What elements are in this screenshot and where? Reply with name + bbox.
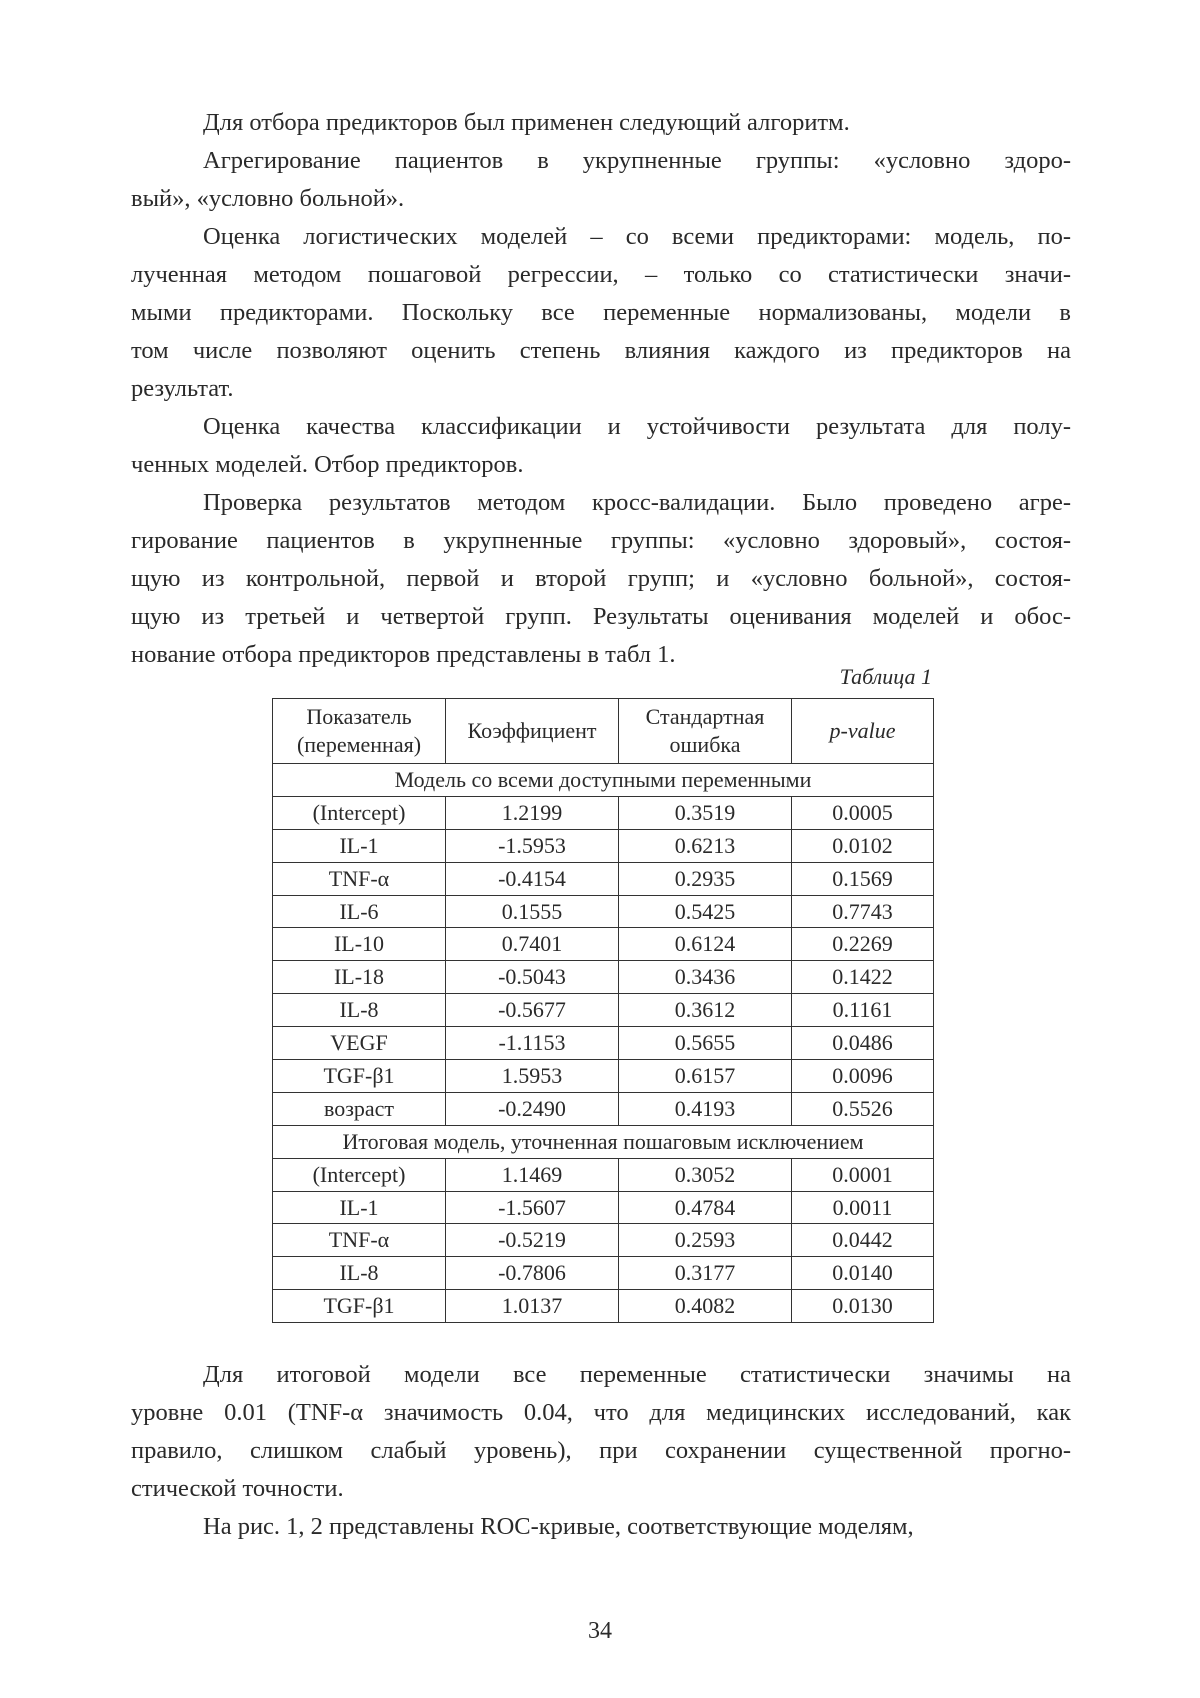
table-row (273, 1257, 934, 1290)
table-cell: 0.0011 (792, 1191, 934, 1224)
table-cell: -0.5677 (446, 994, 619, 1027)
table-cell: 1.0137 (446, 1290, 619, 1323)
column-header-text: p-value (829, 718, 896, 743)
column-header-text: (переменная) (296, 732, 422, 757)
paragraph-line: стической точности. (131, 1475, 344, 1502)
table-cell: IL-10 (273, 928, 446, 961)
table-cell: -0.5219 (446, 1224, 619, 1257)
table-cell: 0.0442 (792, 1224, 934, 1257)
table-cell: IL-18 (273, 961, 446, 994)
table-cell: 0.0140 (792, 1257, 934, 1290)
section-title: Модель со всеми доступными переменными (273, 764, 934, 797)
table-row (273, 1191, 934, 1224)
table-cell: -1.1153 (446, 1027, 619, 1060)
table-cell: 1.2199 (446, 796, 619, 829)
table-header-row (273, 699, 934, 764)
table-cell: 0.2593 (619, 1224, 792, 1257)
table-row (273, 1224, 934, 1257)
column-header-text: ошибка (669, 732, 741, 757)
table-cell: возраст (273, 1092, 446, 1125)
table-cell: IL-8 (273, 1257, 446, 1290)
table-row (273, 928, 934, 961)
column-header (619, 699, 792, 764)
paragraph-line: вый», «условно больной». (131, 185, 405, 212)
column-header-text: Показатель (306, 704, 412, 729)
table-cell: 0.0102 (792, 829, 934, 862)
table-row (273, 994, 934, 1027)
section-row (273, 764, 934, 797)
table-cell: 0.3612 (619, 994, 792, 1027)
paragraph-line: Агрегирование пациентов в укрупненные группы: «условно здоро- (203, 147, 1071, 174)
table-cell: -0.2490 (446, 1092, 619, 1125)
paragraph-line: результат. (131, 375, 234, 402)
table-cell: -0.5043 (446, 961, 619, 994)
table-cell: 0.5526 (792, 1092, 934, 1125)
table-row (273, 961, 934, 994)
table-cell: 0.5655 (619, 1027, 792, 1060)
table-cell: 0.7743 (792, 895, 934, 928)
table-row (273, 1060, 934, 1093)
table-cell: -0.4154 (446, 862, 619, 895)
table-cell: -0.7806 (446, 1257, 619, 1290)
column-header (792, 699, 934, 764)
regression-table (272, 698, 934, 1323)
table-row (273, 1290, 934, 1323)
section-title: Итоговая модель, уточненная пошаговым исключением (273, 1125, 934, 1158)
paragraph-line: Оценка логистических моделей – со всеми предикторами: модель, по- (203, 223, 1071, 250)
table-cell: 0.2269 (792, 928, 934, 961)
table-cell: IL-1 (273, 1191, 446, 1224)
table-cell: 0.1555 (446, 895, 619, 928)
table-row (273, 796, 934, 829)
table-cell: 0.6124 (619, 928, 792, 961)
table-cell: 0.0005 (792, 796, 934, 829)
table-cell: 0.0486 (792, 1027, 934, 1060)
section-row (273, 1125, 934, 1158)
table-row (273, 829, 934, 862)
table-cell: (Intercept) (273, 1158, 446, 1191)
table-cell: 0.3052 (619, 1158, 792, 1191)
paragraph-line: ченных моделей. Отбор предикторов. (131, 451, 524, 478)
paragraph-line: щую из контрольной, первой и второй групп; и «условно больной», состоя- (131, 565, 1071, 592)
column-header-text: Коэффициент (467, 718, 597, 743)
table-cell: IL-6 (273, 895, 446, 928)
table-cell: 0.1161 (792, 994, 934, 1027)
table-cell: -1.5607 (446, 1191, 619, 1224)
table-row (273, 895, 934, 928)
table-row (273, 1092, 934, 1125)
table-caption: Таблица 1 (839, 664, 932, 689)
table-cell: 1.5953 (446, 1060, 619, 1093)
table-cell: 0.0130 (792, 1290, 934, 1323)
table-cell: IL-8 (273, 994, 446, 1027)
table-cell: TNF-α (273, 1224, 446, 1257)
paragraph-line: лученная методом пошаговой регрессии, – только со статистически значи- (131, 261, 1071, 288)
table-cell: 0.6157 (619, 1060, 792, 1093)
body-text-bottom (131, 1356, 1071, 1546)
table-cell: TGF-β1 (273, 1290, 446, 1323)
table-row (273, 862, 934, 895)
paragraph-line: нование отбора предикторов представлены в табл 1. (131, 641, 676, 668)
table-cell: 0.5425 (619, 895, 792, 928)
paragraph-line: щую из третьей и четвертой групп. Результаты оценивания моделей и обос- (131, 603, 1071, 630)
paragraph-line: Для отбора предикторов был применен следующий алгоритм. (203, 109, 850, 136)
table-cell: (Intercept) (273, 796, 446, 829)
table-cell: TGF-β1 (273, 1060, 446, 1093)
paragraph-line: том числе позволяют оценить степень влияния каждого из предикторов на (131, 337, 1071, 364)
table-cell: VEGF (273, 1027, 446, 1060)
table-cell: 0.0001 (792, 1158, 934, 1191)
table-cell: 0.3177 (619, 1257, 792, 1290)
table-row (273, 1158, 934, 1191)
table-cell: 0.7401 (446, 928, 619, 961)
column-header (446, 699, 619, 764)
table-cell: 0.1569 (792, 862, 934, 895)
table-cell: 0.3519 (619, 796, 792, 829)
table-cell: -1.5953 (446, 829, 619, 862)
table-cell: 0.0096 (792, 1060, 934, 1093)
table-cell: 0.2935 (619, 862, 792, 895)
paragraph-line: уровне 0.01 (TNF-α значимость 0.04, что для медицинских исследований, как (131, 1399, 1071, 1426)
table-cell: TNF-α (273, 862, 446, 895)
paragraph-line: Оценка качества классификации и устойчивости результата для полу- (203, 413, 1071, 440)
column-header (273, 699, 446, 764)
paragraph-line: гирование пациентов в укрупненные группы: «условно здоровый», состоя- (131, 527, 1071, 554)
page-number: 34 (588, 1618, 612, 1644)
paragraph-line: мыми предикторами. Поскольку все переменные нормализованы, модели в (131, 299, 1071, 326)
table-cell: 0.3436 (619, 961, 792, 994)
paragraph-line: Для итоговой модели все переменные статистически значимы на (203, 1361, 1071, 1388)
body-text-top (131, 104, 1071, 674)
table-row (273, 1027, 934, 1060)
paragraph-line: На рис. 1, 2 представлены ROC-кривые, соответствующие моделям, (203, 1513, 914, 1540)
column-header-text: Стандартная (645, 704, 765, 729)
table-cell: 0.4784 (619, 1191, 792, 1224)
table-cell: 0.6213 (619, 829, 792, 862)
table-cell: 1.1469 (446, 1158, 619, 1191)
table-cell: 0.1422 (792, 961, 934, 994)
paragraph-line: правило, слишком слабый уровень), при сохранении существенной прогно- (131, 1437, 1071, 1464)
table-cell: 0.4082 (619, 1290, 792, 1323)
table-cell: 0.4193 (619, 1092, 792, 1125)
paragraph-line: Проверка результатов методом кросс-валидации. Было проведено агре- (203, 489, 1071, 516)
table-cell: IL-1 (273, 829, 446, 862)
